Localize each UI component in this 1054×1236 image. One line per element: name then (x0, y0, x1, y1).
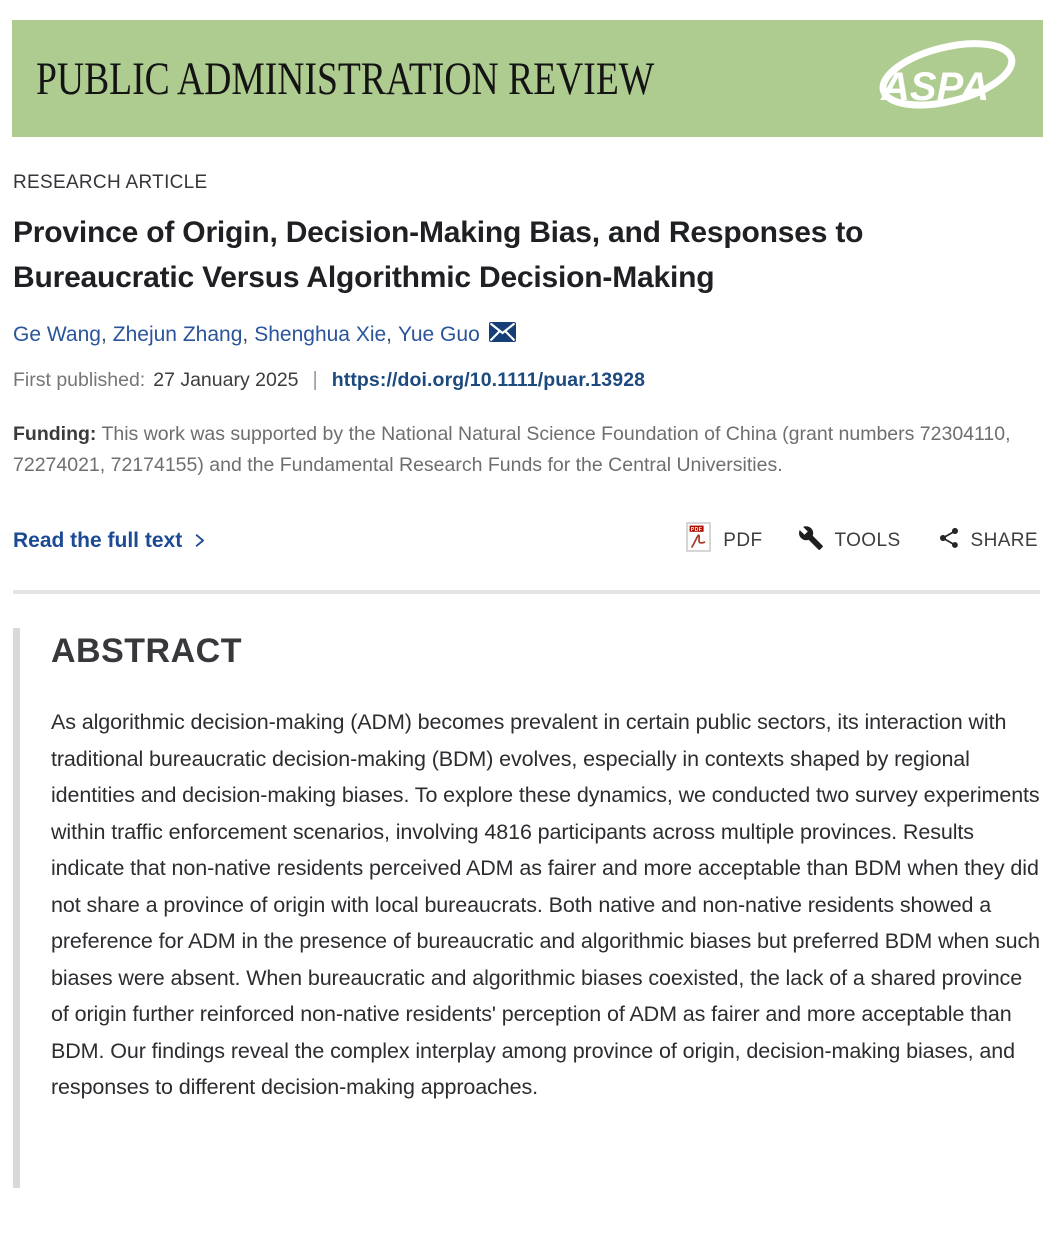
funding-text: This work was supported by the National Natural Science Foundation of China (grant numbers 72304110, 72274021, 72174155) and the Fundamental Research Funds for the Central Universities. (13, 423, 1011, 476)
author-link[interactable]: Zhejun Zhang (112, 323, 243, 346)
journal-title-wrap (36, 52, 869, 106)
email-author-icon[interactable] (489, 322, 516, 348)
aspa-swoosh-icon (869, 29, 1021, 125)
share-button[interactable] (937, 526, 1038, 556)
article-page (0, 20, 1054, 1188)
pdf-file-icon (686, 522, 713, 559)
author-separator: , (386, 323, 393, 346)
pipe-separator: | (312, 369, 318, 391)
author-list (13, 322, 1040, 348)
actions-row (13, 522, 1040, 559)
abstract-heading: ABSTRACT (51, 632, 242, 670)
read-full-text-link[interactable] (13, 529, 208, 553)
author-link[interactable]: Yue Guo (398, 323, 480, 346)
tools-button[interactable] (798, 525, 900, 557)
article-type-kicker: RESEARCH ARTICLE (13, 172, 208, 193)
doi-link[interactable]: https://doi.org/10.1111/puar.13928 (331, 369, 646, 391)
publication-row (13, 369, 1040, 392)
read-full-text-label: Read the full text (13, 528, 183, 552)
author-link[interactable]: Ge Wang (13, 323, 101, 346)
action-buttons (686, 522, 1038, 559)
abstract-text: As algorithmic decision-making (ADM) becomes prevalent in certain public sectors, its interaction with traditional bureaucratic decision-making (BDM) evolves, especially in contexts shaped by regional identities and decision-making biases. To explore these dynamics, we conducted two survey experiments within traffic enforcement scenarios, involving 4816 participants across multiple provinces. Results indicate that non-native residents perceived ADM as fairer and more acceptable than BDM when they did not share a province of origin with local bureaucrats. Both native and non-native residents showed a preference for ADM in the presence of bureaucratic and algorithmic biases but preferred BDM when such biases were absent. When bureaucratic and algorithmic biases coexisted, the lack of a shared province of origin further reinforced non-native residents' perception of ADM as fairer and more acceptable than BDM. Our findings reveal the complex interplay among province of origin, decision-making biases, and responses to different decision-making approaches. (51, 710, 1040, 1099)
pdf-button-label: PDF (723, 529, 763, 551)
article-title: Province of Origin, Decision-Making Bias, and Responses to Bureaucratic Versus Algorithmic Decision-Making (13, 216, 864, 294)
funding-label: Funding: (13, 423, 97, 445)
author-separator: , (242, 323, 249, 346)
share-icon (937, 526, 961, 556)
pdf-button[interactable] (686, 522, 762, 559)
section-divider (13, 590, 1040, 594)
wrench-icon (798, 525, 824, 557)
journal-title: PUBLIC ADMINISTRATION REVIEW (36, 52, 655, 105)
first-published-label: First published: (13, 369, 146, 391)
tools-button-label: TOOLS (834, 529, 901, 551)
aspa-logo (869, 29, 1021, 130)
author-separator: , (100, 323, 107, 346)
abstract-section (13, 628, 1040, 1188)
aspa-logo-text: ASPA (881, 65, 990, 109)
first-published-date: 27 January 2025 (153, 369, 299, 391)
author-link[interactable]: Shenghua Xie (254, 323, 387, 346)
svg-text:PDF: PDF (691, 526, 703, 533)
chevron-right-icon (191, 531, 208, 550)
journal-banner[interactable] (12, 20, 1043, 137)
article-content (13, 172, 1040, 1188)
funding-note (13, 419, 1033, 480)
share-button-label: SHARE (970, 529, 1038, 551)
